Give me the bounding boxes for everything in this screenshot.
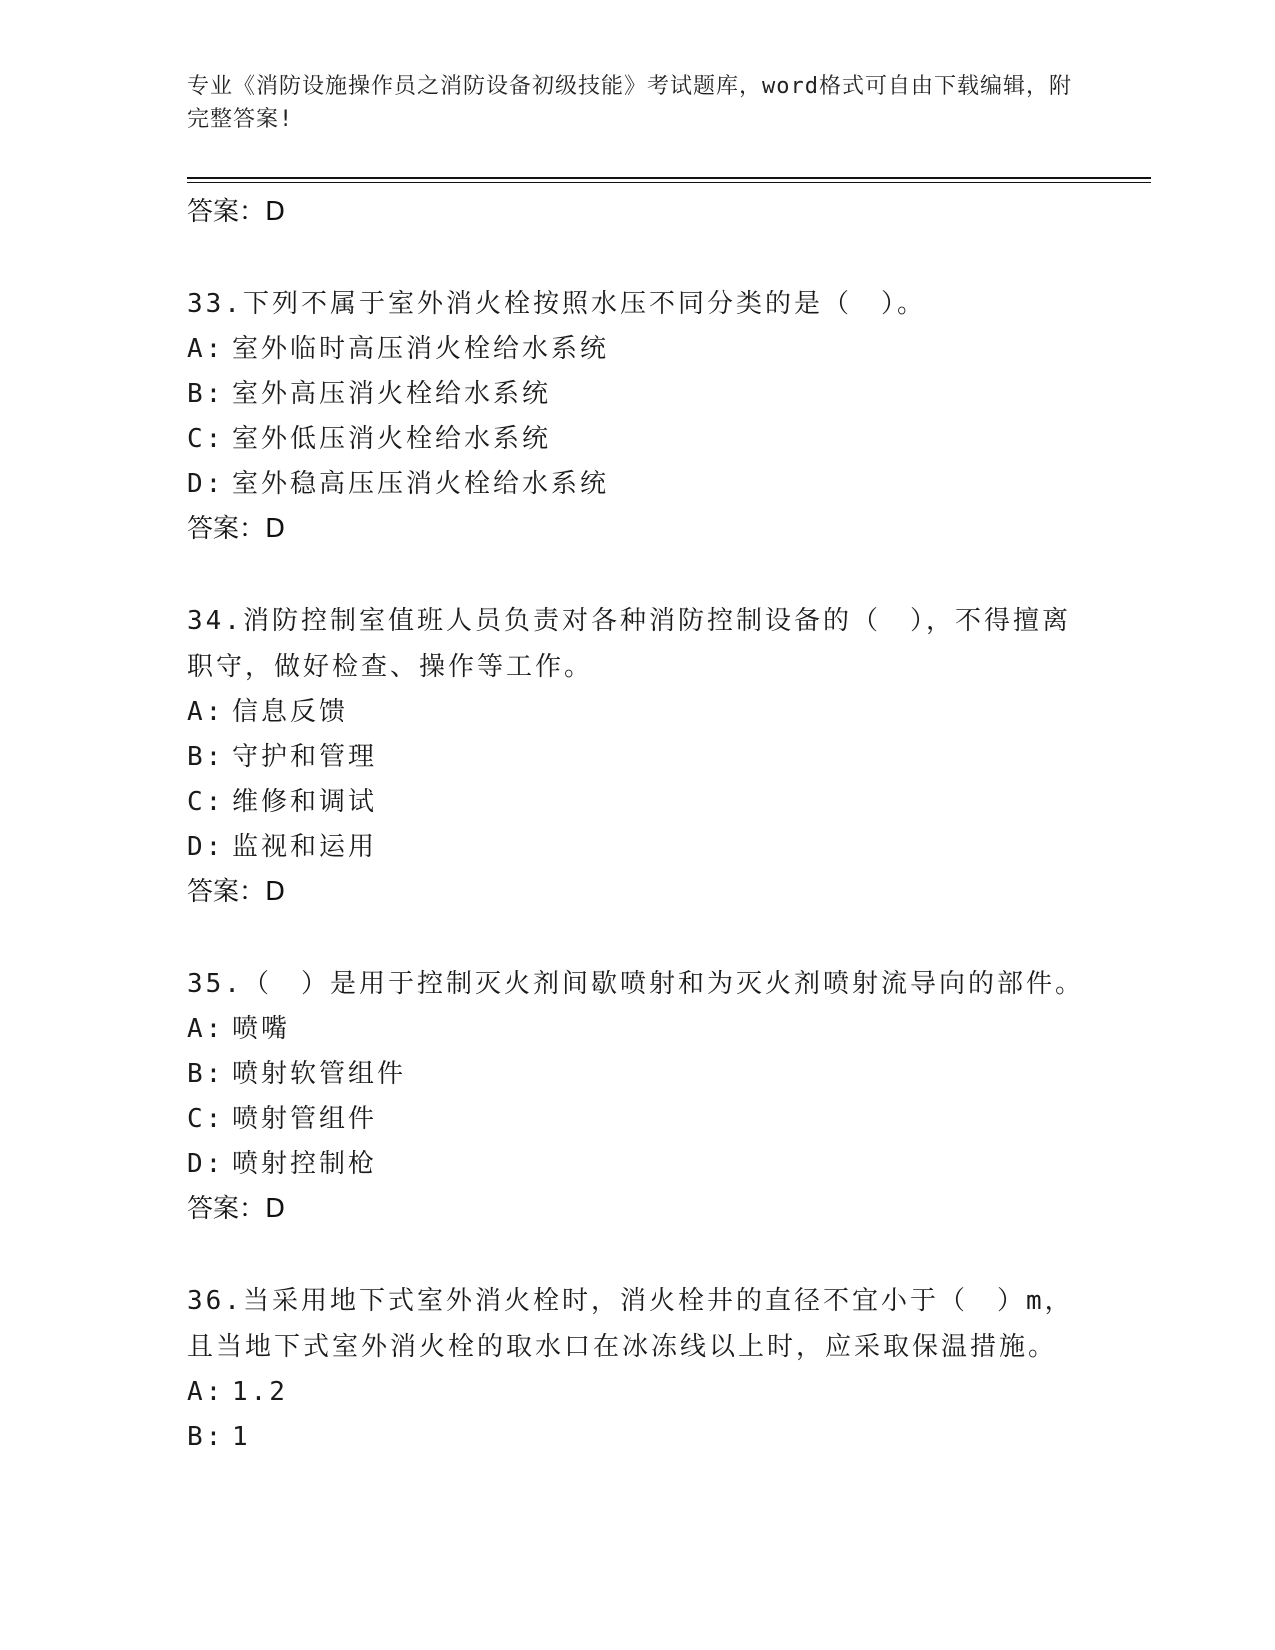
option-text: 监视和运用 [232,832,378,862]
option-letter: B: [187,1059,225,1089]
option-text: 室外低压消火栓给水系统 [232,424,552,454]
option-a [187,1007,1087,1052]
answer-line: 答案：D [187,877,286,907]
option-c [187,780,1087,825]
option-text: 喷射管组件 [232,1104,378,1134]
option-letter: B: [187,1422,225,1452]
option-text: 室外稳高压压消火栓给水系统 [232,469,610,499]
option-text: 室外临时高压消火栓给水系统 [232,334,610,364]
option-b [187,1415,1087,1460]
question-block [187,598,1087,915]
option-c [187,417,1087,462]
answer-line: 答案：D [187,514,286,544]
option-letter: A: [187,697,225,727]
question-text: 33.下列不属于室外消火栓按照水压不同分类的是（ ）。 [187,289,926,319]
answer-line: 答案：D [187,197,286,227]
option-a [187,1370,1087,1415]
header-rule-thin [187,182,1151,183]
option-text: 室外高压消火栓给水系统 [232,379,552,409]
option-text: 信息反馈 [232,697,349,727]
option-letter: C: [187,424,225,454]
page-header [187,70,1077,136]
option-b [187,1052,1087,1097]
option-text: 喷射软管组件 [232,1059,407,1089]
question-block [187,281,1087,552]
option-letter: C: [187,787,225,817]
option-d [187,462,1087,507]
option-text: 守护和管理 [232,742,378,772]
option-d [187,1142,1087,1187]
header-text: 专业《消防设施操作员之消防设备初级技能》考试题库，word格式可自由下载编辑，附完整答案! [187,74,1072,132]
option-text: 1 [232,1422,251,1452]
option-letter: D: [187,832,225,862]
option-letter: D: [187,469,225,499]
option-c [187,1097,1087,1142]
option-letter: A: [187,334,225,364]
option-a [187,327,1087,372]
answer-line: 答案：D [187,1194,286,1224]
option-a [187,690,1087,735]
option-text: 1.2 [232,1377,288,1407]
question-block [187,961,1087,1232]
header-rule-thick [187,177,1151,179]
option-text: 喷嘴 [232,1014,291,1044]
option-letter: B: [187,742,225,772]
question-block [187,1278,1087,1460]
question-text: 34.消防控制室值班人员负责对各种消防控制设备的（ ），不得擅离职守，做好检查、操作等工作。 [187,606,1071,682]
option-letter: A: [187,1377,225,1407]
option-text: 喷射控制枪 [232,1149,378,1179]
option-letter: A: [187,1014,225,1044]
option-letter: C: [187,1104,225,1134]
option-text: 维修和调试 [232,787,378,817]
option-letter: D: [187,1149,225,1179]
question-text: 36.当采用地下式室外消火栓时，消火栓井的直径不宜小于（ ）m，且当地下式室外消火栓的取水口在冰冻线以上时，应采取保温措施。 [187,1286,1074,1362]
document-body [187,190,1087,1460]
option-b [187,372,1087,417]
question-text: 35.（ ）是用于控制灭火剂间歇喷射和为灭火剂喷射流导向的部件。 [187,969,1084,999]
option-d [187,825,1087,870]
option-b [187,735,1087,780]
option-letter: B: [187,379,225,409]
